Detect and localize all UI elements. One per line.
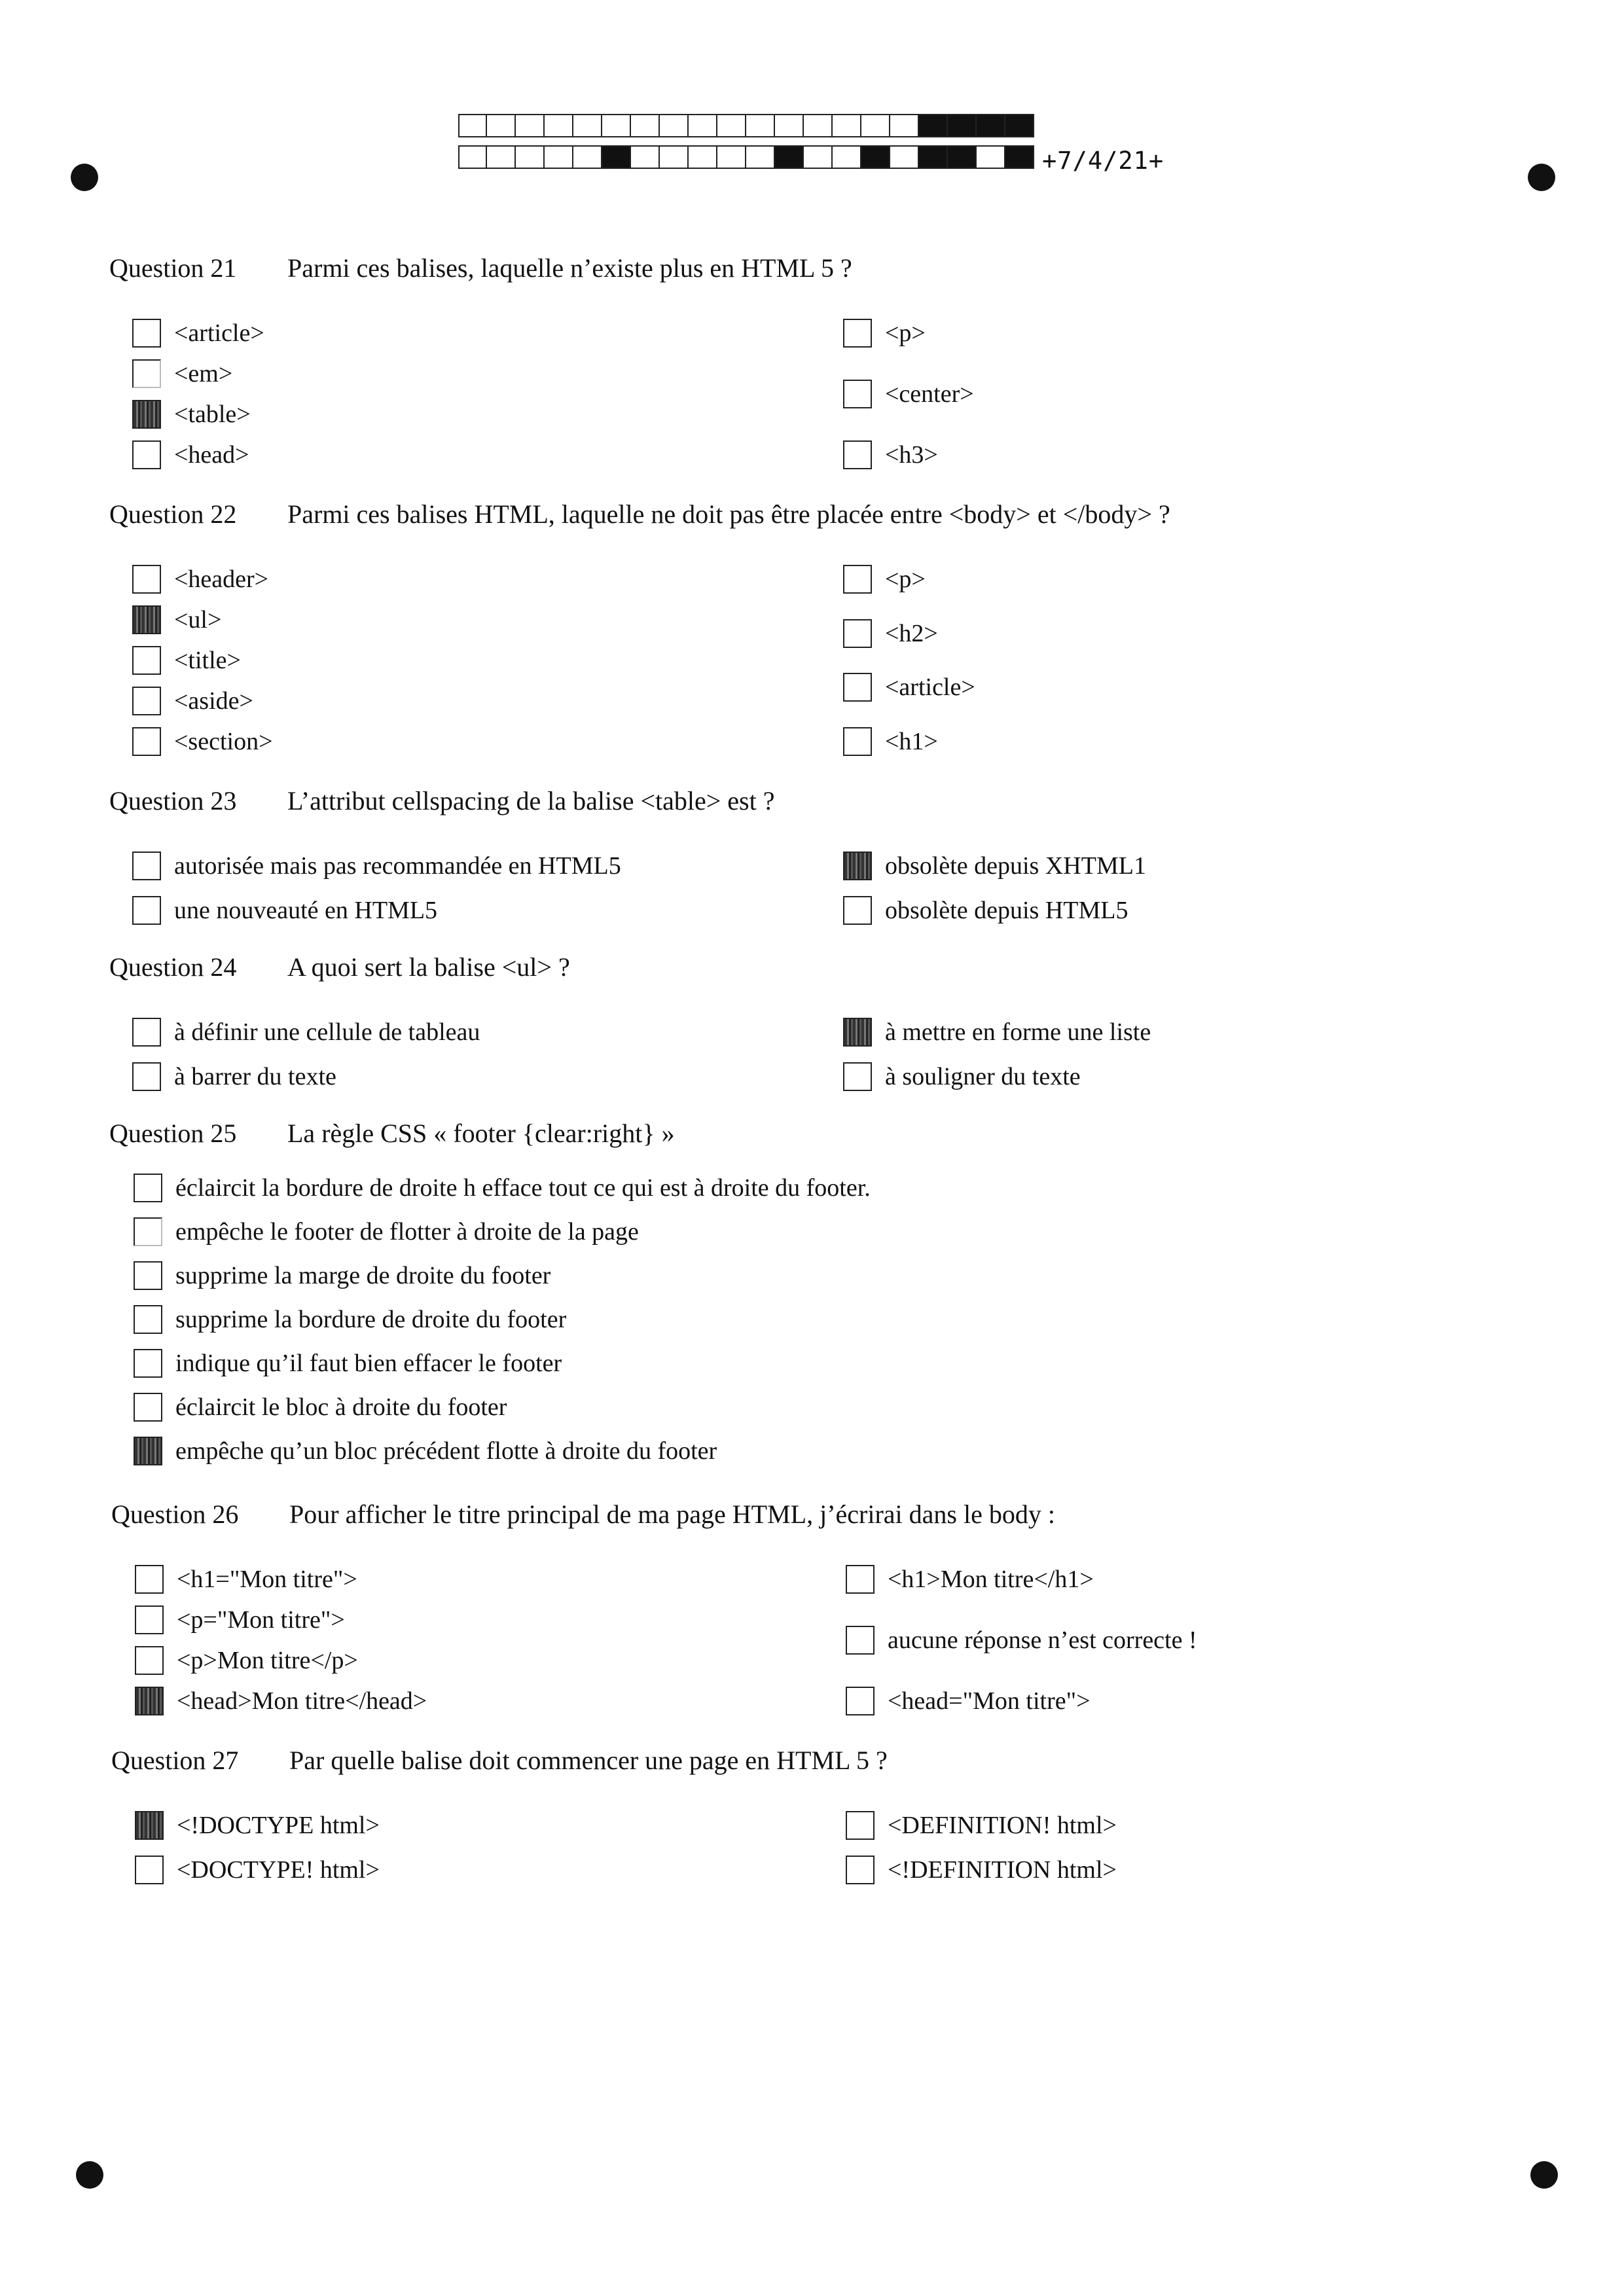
- checkbox[interactable]: [132, 852, 161, 880]
- checkbox[interactable]: [134, 1437, 162, 1465]
- checkbox[interactable]: [846, 1565, 875, 1594]
- checkbox[interactable]: [843, 619, 872, 648]
- checkbox[interactable]: [135, 1565, 164, 1594]
- checkbox[interactable]: [134, 1305, 162, 1334]
- question-number: Question 25: [109, 1119, 237, 1148]
- answer-label: <section>: [174, 728, 273, 755]
- answer-option[interactable]: [846, 1808, 1117, 1843]
- registration-mark-top-right: [1528, 164, 1555, 191]
- checkbox[interactable]: [843, 896, 872, 925]
- question-text: Parmi ces balises HTML, laquelle ne doit pas être placée entre <body> et </body> ?: [287, 499, 1170, 529]
- answer-label: <p>Mon titre</p>: [177, 1647, 358, 1674]
- code-cell: [573, 145, 602, 169]
- code-cell: [1005, 145, 1034, 169]
- answer-option[interactable]: [843, 893, 1128, 928]
- answer-label: à barrer du texte: [174, 1063, 336, 1090]
- code-cell: [602, 114, 631, 137]
- question-text: La règle CSS « footer {clear:right} »: [287, 1119, 675, 1148]
- answer-option[interactable]: [134, 1302, 566, 1337]
- answer-label: <DOCTYPE! html>: [177, 1856, 380, 1884]
- question-text: Pour afficher le titre principal de ma page HTML, j’écrirai dans le body :: [289, 1499, 1055, 1529]
- checkbox[interactable]: [843, 565, 872, 594]
- answer-label: <head>Mon titre</head>: [177, 1687, 427, 1715]
- answer-label: <head="Mon titre">: [888, 1687, 1091, 1715]
- answer-option[interactable]: [135, 1852, 380, 1888]
- question-text: A quoi sert la balise <ul> ?: [287, 952, 570, 982]
- checkbox[interactable]: [134, 1393, 162, 1422]
- code-cell: [458, 145, 487, 169]
- checkbox[interactable]: [132, 319, 161, 348]
- answer-label: <p>: [885, 565, 926, 593]
- code-cell: [516, 145, 545, 169]
- answer-option[interactable]: [132, 893, 437, 928]
- checkbox[interactable]: [846, 1687, 875, 1715]
- code-cell: [919, 145, 948, 169]
- answer-option[interactable]: [135, 1643, 358, 1678]
- answer-option[interactable]: [132, 602, 221, 637]
- page-id: +7/4/21+: [1042, 147, 1164, 175]
- answer-option[interactable]: [134, 1258, 550, 1293]
- checkbox[interactable]: [846, 1811, 875, 1840]
- registration-mark-bottom-left: [76, 2161, 103, 2189]
- question-text: L’attribut cellspacing de la balise <table> est ?: [287, 786, 775, 816]
- question-number: Question 22: [109, 499, 237, 529]
- answer-option[interactable]: [846, 1683, 1091, 1719]
- answer-option[interactable]: [843, 376, 974, 412]
- answer-option[interactable]: [132, 848, 621, 884]
- checkbox[interactable]: [132, 565, 161, 594]
- answer-option[interactable]: [134, 1346, 562, 1381]
- answer-label: autorisée mais pas recommandée en HTML5: [174, 852, 621, 880]
- answer-option[interactable]: [843, 315, 926, 351]
- answer-label: <center>: [885, 380, 974, 408]
- answer-option[interactable]: [132, 683, 253, 719]
- code-cell: [545, 114, 573, 137]
- answer-label: <table>: [174, 401, 251, 428]
- answer-label: <h1>: [885, 728, 938, 755]
- code-cell: [660, 145, 689, 169]
- registration-mark-top-left: [71, 164, 98, 191]
- answer-option[interactable]: [132, 1014, 480, 1050]
- answer-label: <ul>: [174, 606, 222, 634]
- code-cell: [775, 114, 804, 137]
- code-cell: [689, 145, 717, 169]
- answer-label: une nouveauté en HTML5: [174, 897, 438, 924]
- checkbox[interactable]: [132, 1062, 161, 1091]
- checkbox[interactable]: [843, 319, 872, 348]
- answer-option[interactable]: [846, 1562, 1094, 1597]
- question-number: Question 27: [111, 1746, 239, 1775]
- checkbox[interactable]: [843, 440, 872, 469]
- answer-label: <!DEFINITION html>: [888, 1856, 1117, 1884]
- answer-label: <h1>Mon titre</h1>: [888, 1566, 1094, 1593]
- answer-label: à définir une cellule de tableau: [174, 1018, 480, 1046]
- answer-label: <p="Mon titre">: [177, 1606, 345, 1634]
- code-cell: [689, 114, 717, 137]
- answer-option[interactable]: [134, 1214, 639, 1249]
- answer-label: <aside>: [174, 687, 253, 715]
- checkbox[interactable]: [843, 1062, 872, 1091]
- answer-option[interactable]: [132, 315, 264, 351]
- checkbox[interactable]: [135, 1687, 164, 1715]
- question-number: Question 26: [111, 1499, 239, 1529]
- answer-option[interactable]: [132, 643, 241, 678]
- page-code-row-1: [458, 114, 1034, 140]
- answer-label: <h3>: [885, 441, 938, 469]
- question-number: Question 21: [109, 253, 237, 283]
- answer-label: <DEFINITION! html>: [888, 1812, 1117, 1839]
- checkbox[interactable]: [135, 1811, 164, 1840]
- answer-label: <em>: [174, 360, 233, 387]
- checkbox[interactable]: [134, 1261, 162, 1290]
- answer-label: à souligner du texte: [885, 1063, 1081, 1090]
- answer-option[interactable]: [843, 670, 975, 705]
- checkbox[interactable]: [132, 1018, 161, 1047]
- answer-label: obsolète depuis HTML5: [885, 897, 1128, 924]
- answer-option[interactable]: [846, 1852, 1117, 1888]
- answer-label: aucune réponse n’est correcte !: [888, 1626, 1197, 1654]
- code-cell: [804, 114, 833, 137]
- checkbox[interactable]: [135, 1856, 164, 1884]
- answer-option[interactable]: [135, 1683, 427, 1719]
- code-cell: [487, 145, 516, 169]
- answer-label: <p>: [885, 319, 926, 347]
- code-cell: [458, 114, 487, 137]
- answer-label: <article>: [174, 319, 264, 347]
- answer-label: éclaircit le bloc à droite du footer: [175, 1393, 507, 1421]
- answer-label: <header>: [174, 565, 269, 593]
- checkbox[interactable]: [132, 440, 161, 469]
- checkbox[interactable]: [843, 852, 872, 880]
- code-cell: [948, 114, 977, 137]
- answer-label: supprime la marge de droite du footer: [175, 1262, 551, 1289]
- checkbox[interactable]: [132, 359, 161, 388]
- code-cell: [977, 145, 1005, 169]
- code-cell: [717, 114, 746, 137]
- checkbox[interactable]: [132, 727, 161, 756]
- answer-label: <title>: [174, 647, 241, 674]
- checkbox[interactable]: [135, 1646, 164, 1675]
- answer-option[interactable]: [134, 1433, 717, 1469]
- answer-label: à mettre en forme une liste: [885, 1018, 1151, 1046]
- code-cell: [746, 114, 775, 137]
- answer-label: empêche qu’un bloc précédent flotte à droite du footer: [175, 1437, 717, 1465]
- checkbox[interactable]: [843, 673, 872, 702]
- answer-option[interactable]: [132, 724, 273, 759]
- checkbox[interactable]: [843, 1018, 872, 1047]
- checkbox[interactable]: [134, 1349, 162, 1378]
- checkbox[interactable]: [134, 1217, 162, 1246]
- answer-option[interactable]: [135, 1602, 345, 1638]
- code-cell: [717, 145, 746, 169]
- code-cell: [919, 114, 948, 137]
- code-cell: [746, 145, 775, 169]
- answer-label: <h1="Mon titre">: [177, 1566, 357, 1593]
- code-cell: [804, 145, 833, 169]
- checkbox[interactable]: [132, 687, 161, 715]
- question-number: Question 24: [109, 952, 237, 982]
- answer-label: <head>: [174, 441, 249, 469]
- code-cell: [631, 114, 660, 137]
- checkbox[interactable]: [135, 1605, 164, 1634]
- answer-option[interactable]: [132, 397, 251, 432]
- answer-label: <!DOCTYPE html>: [177, 1812, 380, 1839]
- page-code-row-2: [458, 145, 1034, 171]
- answer-option[interactable]: [132, 1059, 336, 1094]
- answer-option[interactable]: [135, 1808, 380, 1843]
- code-cell: [487, 114, 516, 137]
- answer-option[interactable]: [132, 437, 249, 473]
- checkbox[interactable]: [846, 1626, 875, 1655]
- answer-option[interactable]: [843, 616, 938, 651]
- code-cell: [833, 114, 861, 137]
- code-cell: [573, 114, 602, 137]
- answer-option[interactable]: [843, 724, 938, 759]
- code-cell: [545, 145, 573, 169]
- answer-option[interactable]: [843, 437, 938, 473]
- answer-label: éclaircit la bordure de droite h efface tout ce qui est à droite du footer.: [175, 1174, 871, 1202]
- answer-label: indique qu’il faut bien effacer le footer: [175, 1350, 562, 1377]
- question-text: Par quelle balise doit commencer une page en HTML 5 ?: [289, 1746, 888, 1775]
- code-cell: [890, 114, 919, 137]
- answer-option[interactable]: [134, 1170, 871, 1206]
- checkbox[interactable]: [846, 1856, 875, 1884]
- code-cell: [516, 114, 545, 137]
- checkbox[interactable]: [132, 605, 161, 634]
- answer-option[interactable]: [135, 1562, 357, 1597]
- answer-label: <h2>: [885, 620, 938, 647]
- code-cell: [948, 145, 977, 169]
- answer-option[interactable]: [843, 1059, 1081, 1094]
- code-cell: [1005, 114, 1034, 137]
- code-cell: [833, 145, 861, 169]
- answer-label: <article>: [885, 673, 975, 701]
- checkbox[interactable]: [132, 646, 161, 675]
- question-number: Question 23: [109, 786, 237, 816]
- answer-option[interactable]: [134, 1390, 507, 1425]
- code-cell: [861, 114, 890, 137]
- checkbox[interactable]: [132, 400, 161, 429]
- registration-mark-bottom-right: [1530, 2161, 1558, 2189]
- question-text: Parmi ces balises, laquelle n’existe plus en HTML 5 ?: [287, 253, 852, 283]
- code-cell: [861, 145, 890, 169]
- code-cell: [890, 145, 919, 169]
- code-cell: [775, 145, 804, 169]
- code-cell: [602, 145, 631, 169]
- code-cell: [631, 145, 660, 169]
- checkbox[interactable]: [843, 727, 872, 756]
- answer-option[interactable]: [843, 1014, 1151, 1050]
- code-cell: [977, 114, 1005, 137]
- answer-label: empêche le footer de flotter à droite de la page: [175, 1218, 639, 1246]
- code-cell: [660, 114, 689, 137]
- checkbox[interactable]: [132, 896, 161, 925]
- answer-label: obsolète depuis XHTML1: [885, 852, 1146, 880]
- answer-label: supprime la bordure de droite du footer: [175, 1306, 567, 1333]
- answer-option[interactable]: [846, 1623, 1197, 1658]
- checkbox[interactable]: [134, 1174, 162, 1202]
- answer-option[interactable]: [132, 356, 232, 391]
- answer-option[interactable]: [843, 848, 1146, 884]
- answer-option[interactable]: [843, 562, 926, 597]
- checkbox[interactable]: [843, 380, 872, 408]
- answer-option[interactable]: [132, 562, 268, 597]
